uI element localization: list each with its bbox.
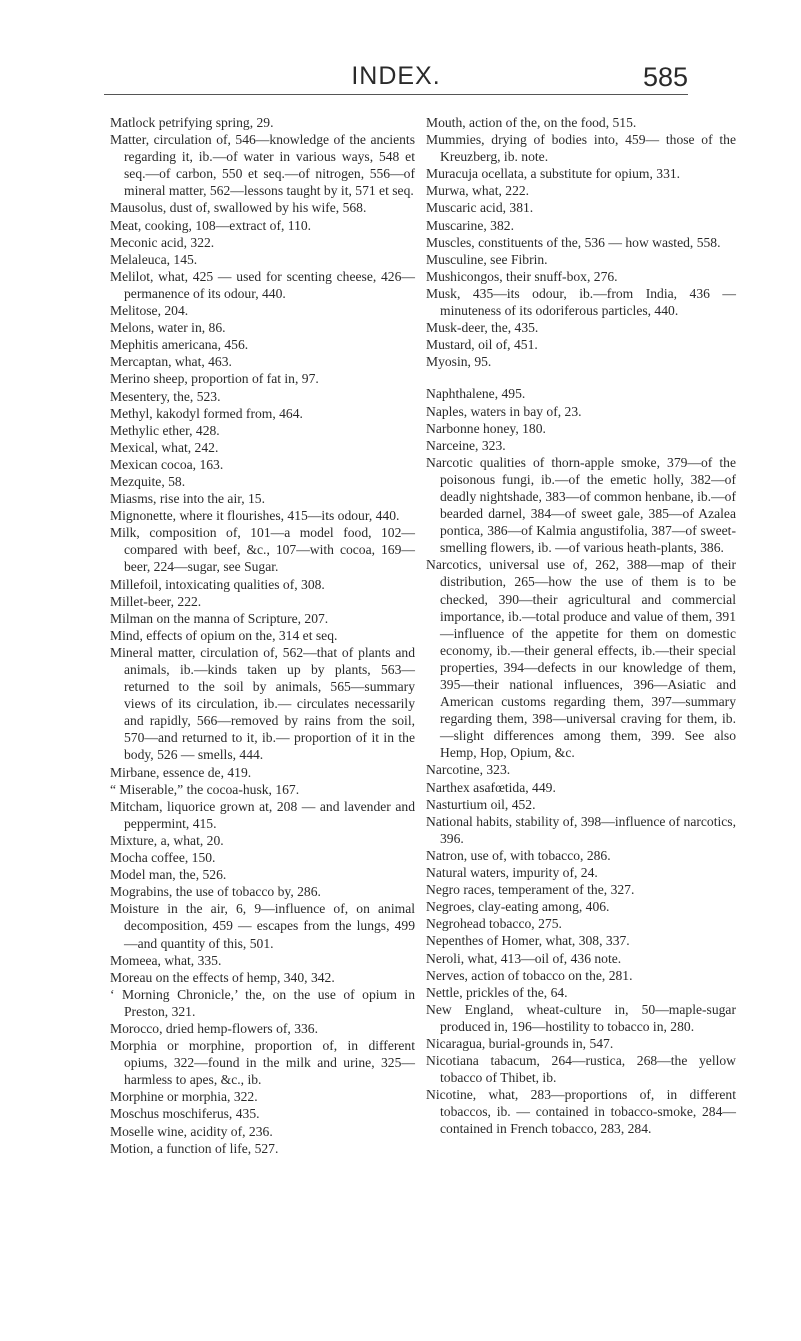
index-entry: Naples, waters in bay of, 23. [426,403,582,419]
index-entry: Natural waters, impurity of, 24. [426,865,598,881]
index-entry: Musk, 435—its odour, ib.—from India, 436 —minuteness of its odoriferous particles, 440. [426,285,736,319]
index-entry: Morphine or morphia, 322. [110,1089,258,1105]
index-entry: New England, wheat-culture in, 50—maple-sugar produced in, 196—hostility to tobacco in, 280. [426,1001,736,1034]
index-entry: Neroli, what, 413—oil of, 436 note. [426,950,622,966]
page-number: 585 [642,62,688,92]
index-entry: Negro races, temperament of the, 327. [426,882,635,898]
index-entry: “ Miserable,” the cocoa-husk, 167. [110,781,300,797]
index-entry: Nicaragua, burial-grounds in, 547. [426,1035,614,1051]
index-entry: Methylic ether, 428. [110,422,220,438]
index-entry: Moisture in the air, 6, 9—influence of, on animal decomposition, 459 — escapes from the lungs, 499—and quantity of this, 501. [110,901,415,951]
index-entry: Momeea, what, 335. [110,952,222,968]
index-entry: Milk, composition of, 101—a model food, 102—compared with beef, &c., 107—with cocoa, 169—beer, 224—sugar, see Sugar. [110,525,415,575]
index-entry: Mausolus, dust of, swallowed by his wife, 568. [110,200,367,216]
index-entry: Musculine, see Fibrin. [426,251,548,267]
index-entry: Moschus moschiferus, 435. [110,1106,260,1122]
index-entry: Nettle, prickles of the, 64. [426,984,568,1000]
index-entry: Naphthalene, 495. [426,386,526,402]
running-head [104,54,688,95]
index-entry: Nicotine, what, 283—proportions of, in different tobaccos, ib. — contained in tobacco-smoke, 284—contained in French tobacco, 283, 284. [426,1087,736,1137]
index-entry: Murwa, what, 222. [426,183,530,199]
index-entry: Methyl, kakodyl formed from, 464. [110,405,303,421]
index-entry: Mexical, what, 242. [110,439,219,455]
index-entry: National habits, stability of, 398—influence of narcotics, 396. [426,813,736,846]
index-entry: Moselle wine, acidity of, 236. [110,1123,273,1139]
index-entry: Milman on the manna of Scripture, 207. [110,610,329,626]
index-entry: Matlock petrifying spring, 29. [110,115,274,130]
right-column [426,114,736,1138]
index-entry: Muscles, constituents of the, 536 — how wasted, 558. [426,234,721,250]
index-entry: Narbonne honey, 180. [426,420,546,436]
index-entry: Mind, effects of opium on the, 314 et seq. [110,627,338,643]
index-entry: Meconic acid, 322. [110,234,215,250]
index-entry: Morphia or morphine, proportion of, in different opiums, 322—found in the milk and urine, 325—harmless to apes, &c., ib. [110,1038,415,1088]
index-entry: ‘ Morning Chronicle,’ the, on the use of opium in Preston, 321. [110,986,415,1019]
left-column [110,114,415,1157]
index-entry: Mustard, oil of, 451. [426,337,538,353]
index-entry: Model man, the, 526. [110,867,227,883]
index-entry: Musk-deer, the, 435. [426,320,539,336]
index-entry: Mushicongos, their snuff-box, 276. [426,268,618,284]
index-entry: Millefoil, intoxicating qualities of, 308. [110,576,325,592]
index-entry: Muracuja ocellata, a substitute for opium, 331. [426,166,681,182]
index-entry: Mineral matter, circulation of, 562—that of plants and animals, ib.—kinds taken up by plants, 563—returned to the soil by animals, 565—summary views of its circulation, ib.— circulates necessarily and rapidly, 566—removed by rains from the soil, 570—and returned to it, ib.— proportion of it in the body, 526 — smells, 444. [110,644,415,763]
index-entry: Moreau on the effects of hemp, 340, 342. [110,969,335,985]
index-entry: Mummies, drying of bodies into, 459— those of the Kreuzberg, ib. note. [426,132,736,165]
section-gap [426,370,736,385]
index-entry: Melaleuca, 145. [110,251,198,267]
index-entry: Mocha coffee, 150. [110,850,216,866]
index-entry: Millet-beer, 222. [110,593,202,609]
index-entry: Matter, circulation of, 546—knowledge of the ancients regarding it, ib.—of water in various ways, 548 et seq.—of carbon, 550 et seq.—of nitrogen, 556—of mineral matter, 562—lessons taught by it, 571 et seq. [110,132,415,199]
index-entry: Myosin, 95. [426,354,492,370]
index-entry: Mouth, action of the, on the food, 515. [426,115,637,130]
index-entry: Melons, water in, 86. [110,320,226,336]
index-entry: Mirbane, essence de, 419. [110,764,252,780]
index-entry: Narcotine, 323. [426,762,511,778]
index-section-n [426,385,736,1137]
index-entry: Mignonette, where it flourishes, 415—its odour, 440. [110,508,400,524]
index-entry: Mezquite, 58. [110,473,186,489]
index-entry: Muscarine, 382. [426,217,514,233]
index-entry: Mercaptan, what, 463. [110,354,232,370]
index-entry: Narcotic qualities of thorn-apple smoke, 379—of the poisonous fungi, ib.—of the emetic holly, 382—of deadly nightshade, 383—of common henbane, ib.—of bearded darnel, 384—of sweet gale, 385—of Azalea pontica, 386—of Kalmia angustifolia, 387—of sweet-smelling flowers, ib. —of various heath-plants, 386. [426,454,736,556]
index-section-m [426,114,736,370]
index-entry: Narcotics, universal use of, 262, 388—map of their distribution, 265—how the use of them is to be checked, 390—their agricultural and commercial importance, ib.—total produce and value of them, 391—influence of the appetite for them on domestic economy, ib.—their general effects, ib.—their special properties, 394—defects in our knowledge of them, 395—their national influences, 396—Asiatic and American customs regarding them, 397—summary regarding them, 398—universal craving for them, ib.—slight differences among them, 399. See also Hemp, Hop, Opium, &c. [426,557,736,761]
index-entry: Narceine, 323. [426,437,506,453]
index-entry: Negroes, clay-eating among, 406. [426,899,610,915]
index-entry: Natron, use of, with tobacco, 286. [426,847,611,863]
index-entry: Negrohead tobacco, 275. [426,916,562,932]
index-entry: Nepenthes of Homer, what, 308, 337. [426,933,630,949]
index-entry: Mephitis americana, 456. [110,337,249,353]
index-entry: Miasms, rise into the air, 15. [110,491,266,507]
index-entry: Muscaric acid, 381. [426,200,534,216]
index-entry: Mexican cocoa, 163. [110,456,224,472]
index-entry: Morocco, dried hemp-flowers of, 336. [110,1020,319,1036]
index-entry: Narthex asafœtida, 449. [426,779,556,795]
index-entry: Mitcham, liquorice grown at, 208 — and lavender and peppermint, 415. [110,798,415,831]
page-title: INDEX. [351,62,441,90]
index-entry: Melitose, 204. [110,303,189,319]
index-entry: Merino sheep, proportion of fat in, 97. [110,371,319,387]
index-entry: Mograbins, the use of tobacco by, 286. [110,884,321,900]
index-entry: Motion, a function of life, 527. [110,1140,279,1156]
index-entry: Nasturtium oil, 452. [426,796,536,812]
index-entry: Melilot, what, 425 — used for scenting cheese, 426—permanence of its odour, 440. [110,268,415,301]
index-entry: Nerves, action of tobacco on the, 281. [426,967,633,983]
index-entry: Mesentery, the, 523. [110,388,221,404]
index-entry: Meat, cooking, 108—extract of, 110. [110,217,312,233]
index-entry: Mixture, a, what, 20. [110,832,224,848]
index-entry: Nicotiana tabacum, 264—rustica, 268—the yellow tobacco of Thibet, ib. [426,1053,736,1086]
